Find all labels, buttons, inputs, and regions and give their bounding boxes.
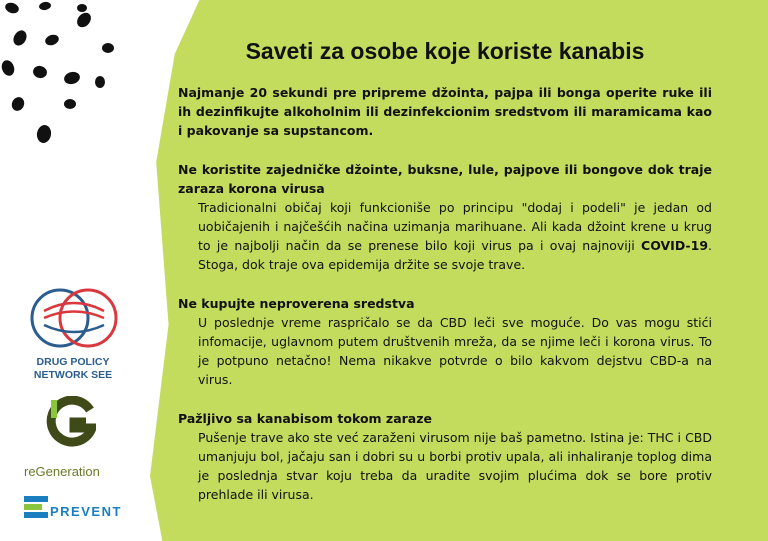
section-heading: Ne kupujte neproverena sredstva xyxy=(178,296,415,311)
regeneration-g-logo xyxy=(46,396,96,450)
decorative-dots xyxy=(0,0,140,150)
section-body xyxy=(198,198,712,274)
section-body-text: Tradicionalni običaj koji funkcioniše po principu "dodaj i podeli" je jedan od uobičajenih i najčešćih načina uzimanja marihuane. Ali kada džoint krene u krug to je najbolji način da se prenese bilo koji virus pa i ovaj najnoviji xyxy=(198,200,712,253)
intro-paragraph: Najmanje 20 sekundi pre pripreme džointa, pajpa ili bonga operite ruke ili ih dezinfikujte alkoholnim ili dezinfekcionim sredstvom ili maramicama kao i pakovanje sa supstancom. xyxy=(178,85,712,138)
regeneration-label: reGeneration xyxy=(24,464,100,479)
section-heading: Pažljivo sa kanabisom tokom zaraze xyxy=(178,411,432,426)
drug-policy-network-label xyxy=(18,356,128,382)
main-content xyxy=(178,36,712,524)
section-careful-cannabis xyxy=(178,409,712,504)
section-body-text-end: . Stoga, dok traje ova epidemija držite se svoje trave. xyxy=(198,238,712,272)
covid-label: COVID-19 xyxy=(641,238,709,253)
section-shared-joints xyxy=(178,160,712,274)
prevent-logo-mark xyxy=(24,496,48,518)
section-body: Pušenje trave ako ste već zaraženi virusom nije baš pametno. Istina je: THC i CBD umanjuju bol, jačaju san i dobri su u borbi protiv upala, ali inhaliranje toplog dima je poslednja stvar koju treba da uradite svojim plućima dok se bore protiv prehlade ili virusa. xyxy=(198,430,712,502)
section-body: U poslednje vreme raspričalo se da CBD leči sve moguće. Do vas mogu stići infomacije, uglavnom putem društvenih mreža, da se njime leči i korona virus. To je potpuno netačno! Nema nikakve potvrde o bilo kakvom dejstvu CBD-a na virus. xyxy=(198,315,712,387)
page-title: Saveti za osobe koje koriste kanabis xyxy=(245,38,645,64)
dpn-line-1: DRUG POLICY xyxy=(36,356,110,368)
dpn-line-2: NETWORK SEE xyxy=(33,369,113,381)
prevent-label: PREVENT xyxy=(50,504,122,519)
drug-policy-network-logo xyxy=(26,285,122,351)
section-heading: Ne koristite zajedničke džointe, buksne, lule, pajpove ili bongove dok traje zaraza korona virusa xyxy=(178,162,712,196)
section-unverified-products xyxy=(178,294,712,389)
